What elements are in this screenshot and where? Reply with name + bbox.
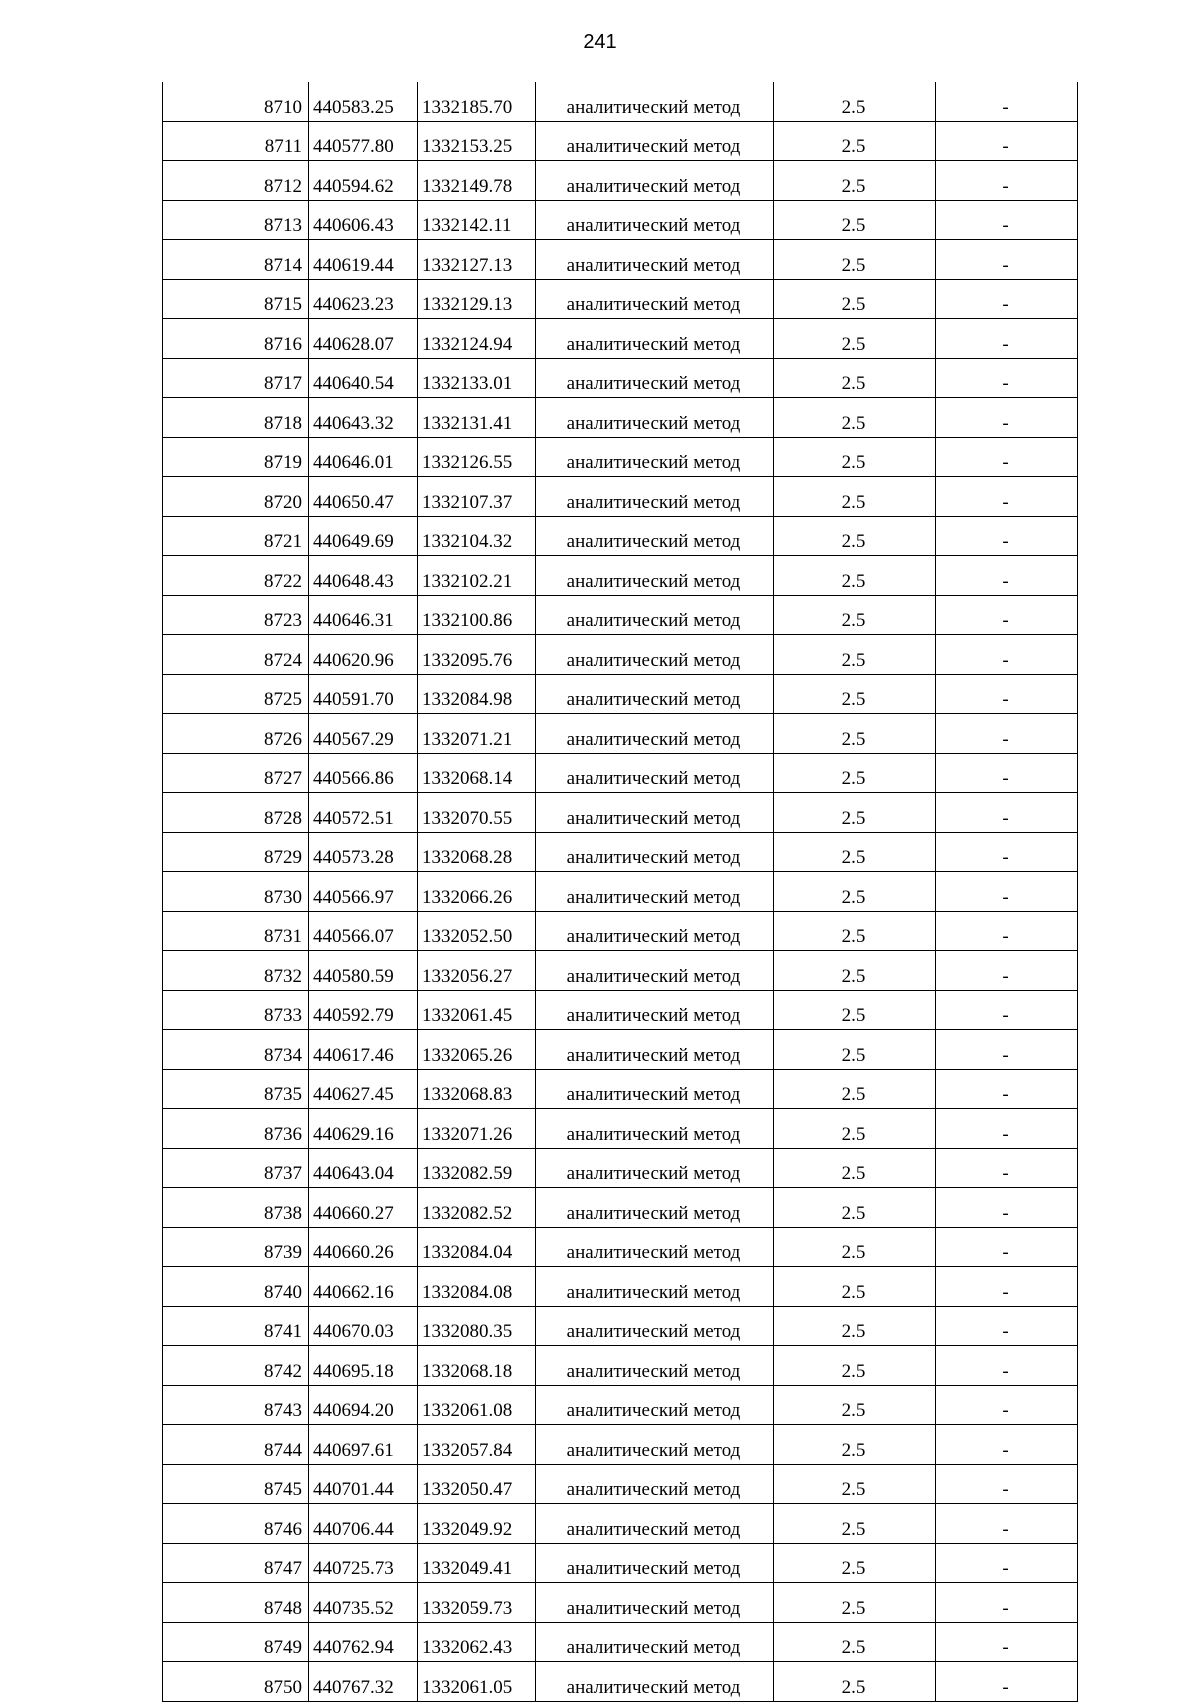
point-number-cell: 8733 [163, 990, 309, 1030]
y-coordinate-cell: 1332071.21 [418, 714, 536, 754]
point-number-cell: 8711 [163, 121, 309, 161]
y-coordinate-cell: 1332082.59 [418, 1148, 536, 1188]
x-coordinate-cell: 440628.07 [309, 319, 418, 359]
method-cell: аналитический метод [536, 911, 774, 951]
accuracy-cell: 2.5 [774, 279, 936, 319]
y-coordinate-cell: 1332131.41 [418, 398, 536, 438]
table-row [163, 1543, 1078, 1583]
y-coordinate-cell: 1332084.98 [418, 674, 536, 714]
point-number-cell: 8736 [163, 1109, 309, 1149]
note-cell: - [936, 1622, 1078, 1662]
x-coordinate-cell: 440695.18 [309, 1346, 418, 1386]
note-cell: - [936, 753, 1078, 793]
note-cell: - [936, 358, 1078, 398]
table-row [163, 1227, 1078, 1267]
x-coordinate-cell: 440592.79 [309, 990, 418, 1030]
y-coordinate-cell: 1332061.05 [418, 1662, 536, 1702]
method-cell: аналитический метод [536, 240, 774, 280]
note-cell: - [936, 793, 1078, 833]
point-number-cell: 8720 [163, 477, 309, 517]
method-cell: аналитический метод [536, 161, 774, 201]
accuracy-cell: 2.5 [774, 1425, 936, 1465]
method-cell: аналитический метод [536, 1662, 774, 1702]
point-number-cell: 8739 [163, 1227, 309, 1267]
point-number-cell: 8742 [163, 1346, 309, 1386]
method-cell: аналитический метод [536, 1622, 774, 1662]
method-cell: аналитический метод [536, 753, 774, 793]
y-coordinate-cell: 1332065.26 [418, 1030, 536, 1070]
table-row [163, 121, 1078, 161]
y-coordinate-cell: 1332071.26 [418, 1109, 536, 1149]
note-cell: - [936, 1148, 1078, 1188]
point-number-cell: 8740 [163, 1267, 309, 1307]
accuracy-cell: 2.5 [774, 1267, 936, 1307]
accuracy-cell: 2.5 [774, 1662, 936, 1702]
note-cell: - [936, 1543, 1078, 1583]
y-coordinate-cell: 1332070.55 [418, 793, 536, 833]
accuracy-cell: 2.5 [774, 793, 936, 833]
y-coordinate-cell: 1332102.21 [418, 556, 536, 596]
point-number-cell: 8750 [163, 1662, 309, 1702]
accuracy-cell: 2.5 [774, 990, 936, 1030]
method-cell: аналитический метод [536, 1346, 774, 1386]
method-cell: аналитический метод [536, 1069, 774, 1109]
accuracy-cell: 2.5 [774, 635, 936, 675]
y-coordinate-cell: 1332095.76 [418, 635, 536, 675]
note-cell: - [936, 82, 1078, 121]
x-coordinate-cell: 440701.44 [309, 1464, 418, 1504]
note-cell: - [936, 674, 1078, 714]
table-row [163, 1662, 1078, 1702]
point-number-cell: 8734 [163, 1030, 309, 1070]
y-coordinate-cell: 1332082.52 [418, 1188, 536, 1228]
x-coordinate-cell: 440566.97 [309, 872, 418, 912]
note-cell: - [936, 635, 1078, 675]
table-row [163, 319, 1078, 359]
point-number-cell: 8729 [163, 832, 309, 872]
table-row [163, 200, 1078, 240]
method-cell: аналитический метод [536, 398, 774, 438]
y-coordinate-cell: 1332126.55 [418, 437, 536, 477]
note-cell: - [936, 1425, 1078, 1465]
table-row [163, 1030, 1078, 1070]
method-cell: аналитический метод [536, 1267, 774, 1307]
table-row [163, 82, 1078, 121]
x-coordinate-cell: 440623.23 [309, 279, 418, 319]
coordinates-table-body [163, 82, 1078, 1701]
note-cell: - [936, 951, 1078, 991]
table-row [163, 398, 1078, 438]
x-coordinate-cell: 440627.45 [309, 1069, 418, 1109]
accuracy-cell: 2.5 [774, 200, 936, 240]
accuracy-cell: 2.5 [774, 1188, 936, 1228]
y-coordinate-cell: 1332068.18 [418, 1346, 536, 1386]
table-row [163, 1306, 1078, 1346]
x-coordinate-cell: 440640.54 [309, 358, 418, 398]
table-row [163, 990, 1078, 1030]
point-number-cell: 8721 [163, 516, 309, 556]
y-coordinate-cell: 1332080.35 [418, 1306, 536, 1346]
note-cell: - [936, 1385, 1078, 1425]
point-number-cell: 8712 [163, 161, 309, 201]
accuracy-cell: 2.5 [774, 1464, 936, 1504]
table-row [163, 1109, 1078, 1149]
y-coordinate-cell: 1332049.92 [418, 1504, 536, 1544]
x-coordinate-cell: 440660.26 [309, 1227, 418, 1267]
y-coordinate-cell: 1332061.08 [418, 1385, 536, 1425]
accuracy-cell: 2.5 [774, 832, 936, 872]
method-cell: аналитический метод [536, 1148, 774, 1188]
method-cell: аналитический метод [536, 1543, 774, 1583]
x-coordinate-cell: 440573.28 [309, 832, 418, 872]
x-coordinate-cell: 440670.03 [309, 1306, 418, 1346]
x-coordinate-cell: 440646.01 [309, 437, 418, 477]
table-row [163, 793, 1078, 833]
note-cell: - [936, 319, 1078, 359]
method-cell: аналитический метод [536, 477, 774, 517]
y-coordinate-cell: 1332100.86 [418, 595, 536, 635]
y-coordinate-cell: 1332153.25 [418, 121, 536, 161]
x-coordinate-cell: 440619.44 [309, 240, 418, 280]
method-cell: аналитический метод [536, 279, 774, 319]
method-cell: аналитический метод [536, 82, 774, 121]
accuracy-cell: 2.5 [774, 1109, 936, 1149]
y-coordinate-cell: 1332133.01 [418, 358, 536, 398]
note-cell: - [936, 1227, 1078, 1267]
accuracy-cell: 2.5 [774, 1583, 936, 1623]
table-row [163, 911, 1078, 951]
accuracy-cell: 2.5 [774, 477, 936, 517]
x-coordinate-cell: 440662.16 [309, 1267, 418, 1307]
x-coordinate-cell: 440694.20 [309, 1385, 418, 1425]
method-cell: аналитический метод [536, 1227, 774, 1267]
y-coordinate-cell: 1332062.43 [418, 1622, 536, 1662]
point-number-cell: 8718 [163, 398, 309, 438]
table-row [163, 1504, 1078, 1544]
table-row [163, 753, 1078, 793]
x-coordinate-cell: 440767.32 [309, 1662, 418, 1702]
point-number-cell: 8743 [163, 1385, 309, 1425]
y-coordinate-cell: 1332127.13 [418, 240, 536, 280]
accuracy-cell: 2.5 [774, 82, 936, 121]
accuracy-cell: 2.5 [774, 516, 936, 556]
y-coordinate-cell: 1332050.47 [418, 1464, 536, 1504]
x-coordinate-cell: 440606.43 [309, 200, 418, 240]
x-coordinate-cell: 440583.25 [309, 82, 418, 121]
y-coordinate-cell: 1332104.32 [418, 516, 536, 556]
x-coordinate-cell: 440594.62 [309, 161, 418, 201]
accuracy-cell: 2.5 [774, 1069, 936, 1109]
accuracy-cell: 2.5 [774, 1227, 936, 1267]
method-cell: аналитический метод [536, 1583, 774, 1623]
accuracy-cell: 2.5 [774, 1622, 936, 1662]
x-coordinate-cell: 440735.52 [309, 1583, 418, 1623]
note-cell: - [936, 200, 1078, 240]
x-coordinate-cell: 440643.04 [309, 1148, 418, 1188]
table-row [163, 477, 1078, 517]
note-cell: - [936, 1662, 1078, 1702]
y-coordinate-cell: 1332124.94 [418, 319, 536, 359]
y-coordinate-cell: 1332059.73 [418, 1583, 536, 1623]
accuracy-cell: 2.5 [774, 398, 936, 438]
y-coordinate-cell: 1332066.26 [418, 872, 536, 912]
method-cell: аналитический метод [536, 832, 774, 872]
point-number-cell: 8714 [163, 240, 309, 280]
y-coordinate-cell: 1332049.41 [418, 1543, 536, 1583]
point-number-cell: 8748 [163, 1583, 309, 1623]
method-cell: аналитический метод [536, 200, 774, 240]
accuracy-cell: 2.5 [774, 753, 936, 793]
y-coordinate-cell: 1332068.28 [418, 832, 536, 872]
table-row [163, 1346, 1078, 1386]
table-row [163, 161, 1078, 201]
accuracy-cell: 2.5 [774, 1030, 936, 1070]
accuracy-cell: 2.5 [774, 595, 936, 635]
point-number-cell: 8731 [163, 911, 309, 951]
x-coordinate-cell: 440650.47 [309, 477, 418, 517]
method-cell: аналитический метод [536, 674, 774, 714]
y-coordinate-cell: 1332056.27 [418, 951, 536, 991]
y-coordinate-cell: 1332149.78 [418, 161, 536, 201]
table-row [163, 279, 1078, 319]
method-cell: аналитический метод [536, 872, 774, 912]
accuracy-cell: 2.5 [774, 319, 936, 359]
accuracy-cell: 2.5 [774, 161, 936, 201]
point-number-cell: 8730 [163, 872, 309, 912]
method-cell: аналитический метод [536, 990, 774, 1030]
point-number-cell: 8725 [163, 674, 309, 714]
table-row [163, 516, 1078, 556]
point-number-cell: 8741 [163, 1306, 309, 1346]
note-cell: - [936, 121, 1078, 161]
x-coordinate-cell: 440643.32 [309, 398, 418, 438]
method-cell: аналитический метод [536, 516, 774, 556]
note-cell: - [936, 872, 1078, 912]
method-cell: аналитический метод [536, 635, 774, 675]
table-row [163, 1622, 1078, 1662]
accuracy-cell: 2.5 [774, 951, 936, 991]
point-number-cell: 8727 [163, 753, 309, 793]
method-cell: аналитический метод [536, 1030, 774, 1070]
x-coordinate-cell: 440660.27 [309, 1188, 418, 1228]
method-cell: аналитический метод [536, 1425, 774, 1465]
table-row [163, 714, 1078, 754]
y-coordinate-cell: 1332061.45 [418, 990, 536, 1030]
coordinates-table [162, 82, 1078, 1702]
method-cell: аналитический метод [536, 1504, 774, 1544]
y-coordinate-cell: 1332084.04 [418, 1227, 536, 1267]
accuracy-cell: 2.5 [774, 1148, 936, 1188]
method-cell: аналитический метод [536, 319, 774, 359]
accuracy-cell: 2.5 [774, 240, 936, 280]
note-cell: - [936, 1109, 1078, 1149]
y-coordinate-cell: 1332052.50 [418, 911, 536, 951]
note-cell: - [936, 240, 1078, 280]
point-number-cell: 8716 [163, 319, 309, 359]
y-coordinate-cell: 1332084.08 [418, 1267, 536, 1307]
table-row [163, 872, 1078, 912]
method-cell: аналитический метод [536, 1306, 774, 1346]
accuracy-cell: 2.5 [774, 556, 936, 596]
point-number-cell: 8732 [163, 951, 309, 991]
y-coordinate-cell: 1332185.70 [418, 82, 536, 121]
point-number-cell: 8726 [163, 714, 309, 754]
method-cell: аналитический метод [536, 556, 774, 596]
point-number-cell: 8747 [163, 1543, 309, 1583]
method-cell: аналитический метод [536, 1109, 774, 1149]
x-coordinate-cell: 440725.73 [309, 1543, 418, 1583]
y-coordinate-cell: 1332142.11 [418, 200, 536, 240]
method-cell: аналитический метод [536, 1385, 774, 1425]
y-coordinate-cell: 1332129.13 [418, 279, 536, 319]
note-cell: - [936, 279, 1078, 319]
x-coordinate-cell: 440617.46 [309, 1030, 418, 1070]
x-coordinate-cell: 440629.16 [309, 1109, 418, 1149]
table-row [163, 556, 1078, 596]
accuracy-cell: 2.5 [774, 1385, 936, 1425]
note-cell: - [936, 516, 1078, 556]
table-row [163, 1385, 1078, 1425]
note-cell: - [936, 911, 1078, 951]
x-coordinate-cell: 440567.29 [309, 714, 418, 754]
note-cell: - [936, 714, 1078, 754]
table-row [163, 1148, 1078, 1188]
accuracy-cell: 2.5 [774, 1346, 936, 1386]
table-row [163, 832, 1078, 872]
note-cell: - [936, 398, 1078, 438]
y-coordinate-cell: 1332068.14 [418, 753, 536, 793]
x-coordinate-cell: 440706.44 [309, 1504, 418, 1544]
method-cell: аналитический метод [536, 793, 774, 833]
note-cell: - [936, 161, 1078, 201]
table-row [163, 1464, 1078, 1504]
x-coordinate-cell: 440697.61 [309, 1425, 418, 1465]
point-number-cell: 8722 [163, 556, 309, 596]
point-number-cell: 8738 [163, 1188, 309, 1228]
point-number-cell: 8745 [163, 1464, 309, 1504]
accuracy-cell: 2.5 [774, 121, 936, 161]
note-cell: - [936, 1504, 1078, 1544]
x-coordinate-cell: 440620.96 [309, 635, 418, 675]
method-cell: аналитический метод [536, 437, 774, 477]
method-cell: аналитический метод [536, 121, 774, 161]
accuracy-cell: 2.5 [774, 714, 936, 754]
note-cell: - [936, 1306, 1078, 1346]
point-number-cell: 8723 [163, 595, 309, 635]
point-number-cell: 8715 [163, 279, 309, 319]
table-row [163, 240, 1078, 280]
note-cell: - [936, 1188, 1078, 1228]
table-row [163, 1425, 1078, 1465]
accuracy-cell: 2.5 [774, 1543, 936, 1583]
y-coordinate-cell: 1332057.84 [418, 1425, 536, 1465]
x-coordinate-cell: 440646.31 [309, 595, 418, 635]
accuracy-cell: 2.5 [774, 872, 936, 912]
page-number: 241 [583, 31, 617, 53]
note-cell: - [936, 1030, 1078, 1070]
y-coordinate-cell: 1332068.83 [418, 1069, 536, 1109]
note-cell: - [936, 1583, 1078, 1623]
point-number-cell: 8710 [163, 82, 309, 121]
accuracy-cell: 2.5 [774, 1306, 936, 1346]
note-cell: - [936, 1346, 1078, 1386]
point-number-cell: 8713 [163, 200, 309, 240]
y-coordinate-cell: 1332107.37 [418, 477, 536, 517]
x-coordinate-cell: 440648.43 [309, 556, 418, 596]
accuracy-cell: 2.5 [774, 911, 936, 951]
point-number-cell: 8744 [163, 1425, 309, 1465]
method-cell: аналитический метод [536, 1188, 774, 1228]
note-cell: - [936, 832, 1078, 872]
method-cell: аналитический метод [536, 595, 774, 635]
point-number-cell: 8719 [163, 437, 309, 477]
note-cell: - [936, 437, 1078, 477]
note-cell: - [936, 1464, 1078, 1504]
table-row [163, 358, 1078, 398]
note-cell: - [936, 477, 1078, 517]
point-number-cell: 8728 [163, 793, 309, 833]
note-cell: - [936, 990, 1078, 1030]
x-coordinate-cell: 440577.80 [309, 121, 418, 161]
table-row [163, 437, 1078, 477]
table-row [163, 595, 1078, 635]
table-row [163, 1188, 1078, 1228]
method-cell: аналитический метод [536, 714, 774, 754]
point-number-cell: 8749 [163, 1622, 309, 1662]
accuracy-cell: 2.5 [774, 358, 936, 398]
x-coordinate-cell: 440580.59 [309, 951, 418, 991]
table-row [163, 635, 1078, 675]
note-cell: - [936, 1069, 1078, 1109]
note-cell: - [936, 1267, 1078, 1307]
table-row [163, 1583, 1078, 1623]
note-cell: - [936, 556, 1078, 596]
point-number-cell: 8737 [163, 1148, 309, 1188]
method-cell: аналитический метод [536, 1464, 774, 1504]
accuracy-cell: 2.5 [774, 1504, 936, 1544]
point-number-cell: 8746 [163, 1504, 309, 1544]
table-row [163, 674, 1078, 714]
x-coordinate-cell: 440762.94 [309, 1622, 418, 1662]
x-coordinate-cell: 440566.86 [309, 753, 418, 793]
point-number-cell: 8717 [163, 358, 309, 398]
accuracy-cell: 2.5 [774, 437, 936, 477]
accuracy-cell: 2.5 [774, 674, 936, 714]
table-row [163, 1267, 1078, 1307]
note-cell: - [936, 595, 1078, 635]
table-row [163, 951, 1078, 991]
method-cell: аналитический метод [536, 358, 774, 398]
point-number-cell: 8724 [163, 635, 309, 675]
x-coordinate-cell: 440591.70 [309, 674, 418, 714]
x-coordinate-cell: 440566.07 [309, 911, 418, 951]
x-coordinate-cell: 440572.51 [309, 793, 418, 833]
method-cell: аналитический метод [536, 951, 774, 991]
table-row [163, 1069, 1078, 1109]
x-coordinate-cell: 440649.69 [309, 516, 418, 556]
point-number-cell: 8735 [163, 1069, 309, 1109]
